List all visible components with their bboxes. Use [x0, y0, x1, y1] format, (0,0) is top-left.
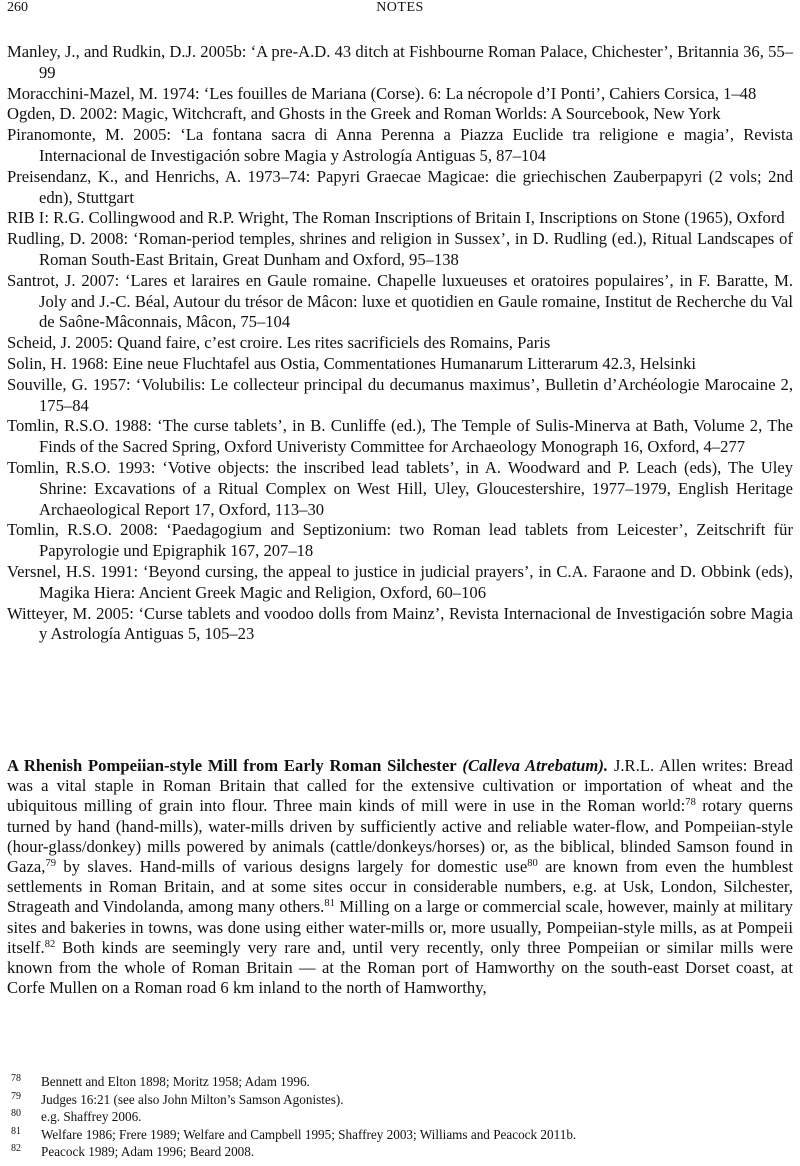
footnote [7, 1126, 793, 1144]
reference-entry: Tomlin, R.S.O. 2008: ‘Paedagogium and Septizonium: two Roman lead tablets from Leicester’, Zeitschrift für Papyrologie und Epigraphik 167, 207–18 [7, 520, 793, 561]
body-text: Milling on a large or commercial scale, however, mainly at military sites and bakeries in towns, was done using either water-mills or, more usually, Pompeiian-style mills, as at Pompeii itself. [7, 897, 793, 957]
footnote-text: Judges 16:21 (see also John Milton’s Samson Agonistes). [41, 1091, 344, 1107]
reference-entry: Tomlin, R.S.O. 1988: ‘The curse tablets’, in B. Cunliffe (ed.), The Temple of Sulis-Minerva at Bath, Volume 2, The Finds of the Sacred Spring, Oxford Univeristy Committee for Archaeology Monograph 16, Oxford, 4–277 [7, 416, 793, 457]
reference-entry: Versnel, H.S. 1991: ‘Beyond cursing, the appeal to justice in judicial prayers’, in C.A. Faraone and D. Obbink (eds), Magika Hiera: Ancient Greek Magic and Religion, Oxford, 60–106 [7, 561, 793, 602]
reference-list [7, 42, 793, 645]
footnote-text: Peacock 1989; Adam 1996; Beard 2008. [41, 1144, 255, 1159]
reference-entry: Witteyer, M. 2005: ‘Curse tablets and voodoo dolls from Mainz’, Revista Internacional de Investigación sobre Magia y Astrología Antiguas 5, 105–23 [7, 603, 793, 644]
article-author: J.R.L. Allen writes: [613, 756, 748, 775]
footnote-ref-79[interactable]: 79 [45, 858, 57, 870]
footnote-ref-80[interactable]: 80 [527, 858, 538, 870]
footnote [7, 1108, 793, 1126]
body-text: are known from even the humblest settlements in Roman Britain, and at some sites occur in considerable numbers, e.g. at Usk, London, Silchester, Strageath and Vindolanda, among many others. [7, 857, 794, 917]
body-text: Bread was a vital staple in Roman Britain that called for the extensive cultivation or importation of wheat and the ubiquitous milling of grain into flour. Three main kinds of mill were in use in the Roman world: [7, 756, 793, 816]
footnote-number: 78 [11, 1073, 21, 1084]
reference-entry: Piranomonte, M. 2005: ‘La fontana sacra di Anna Perenna a Piazza Euclide tra religione e magia’, Revista Internacional de Investigación sobre Magia y Astrología Antiguas 5, 87–104 [7, 125, 793, 165]
reference-entry: Ogden, D. 2002: Magic, Witchcraft, and Ghosts in the Greek and Roman Worlds: A Sourcebook, New York [7, 104, 721, 124]
footnote-number: 80 [11, 1108, 21, 1119]
footnote-ref-82[interactable]: 82 [44, 938, 56, 950]
reference-entry: Tomlin, R.S.O. 1993: ‘Votive objects: the inscribed lead tablets’, in A. Woodward and P. Leach (eds), The Uley Shrine: Excavations of a Ritual Complex on West Hill, Uley, Gloucestershire, 1977–1979, English Heritage Archaeological Report 17, Oxford, 113–30 [7, 457, 793, 519]
body-text: Both kinds are seemingly very rare and, until very recently, only three Pompeiian or similar mills were known from the whole of Roman Britain — at the Roman port of Hamworthy on the south-east Dorset coast, at Corfe Mullen on a Roman road 6 km inland to the north of Hamworthy, [7, 937, 793, 998]
footnote-text: Welfare 1986; Frere 1989; Welfare and Campbell 1995; Shaffrey 2003; Williams and Peacock 2011b. [41, 1126, 577, 1142]
reference-entry: Solin, H. 1968: Eine neue Fluchtafel aus Ostia, Commentationes Humanarum Litterarum 42.3, Helsinki [7, 353, 696, 373]
footnote [7, 1073, 793, 1091]
footnote-text: Bennett and Elton 1898; Moritz 1958; Adam 1996. [41, 1074, 310, 1089]
footnote-number: 79 [11, 1090, 21, 1102]
reference-entry: Manley, J., and Rudkin, D.J. 2005b: ‘A pre-A.D. 43 ditch at Fishbourne Roman Palace, Chichester’, Britannia 36, 55–99 [7, 42, 793, 82]
reference-entry: Moracchini-Mazel, M. 1974: ‘Les fouilles de Mariana (Corse). 6: La nécropole d’I Ponti’, Cahiers Corsica, 1–48 [7, 83, 757, 103]
reference-entry: RIB I: R.G. Collingwood and R.P. Wright, The Roman Inscriptions of Britain I, Inscriptions on Stone (1965), Oxford [7, 208, 785, 228]
footnote-text: e.g. Shaffrey 2006. [41, 1109, 142, 1124]
footnote-ref-78[interactable]: 78 [685, 797, 696, 809]
footnote-number: 81 [11, 1125, 21, 1137]
article-paragraph [7, 756, 793, 998]
footnote-ref-81[interactable]: 81 [324, 898, 335, 910]
footnotes [7, 1073, 793, 1161]
body-text: by slaves. Hand-mills of various designs largely for domestic use [56, 857, 528, 877]
footnote-number: 82 [11, 1143, 21, 1154]
footnote [7, 1091, 793, 1109]
running-head [0, 0, 800, 22]
running-title: NOTES [376, 0, 424, 15]
reference-entry: Santrot, J. 2007: ‘Lares et laraires en Gaule romaine. Chapelle luxueuses et oratoires populaires’, in F. Baratte, M. Joly and J.-C. Béal, Autour du trésor de Mâcon: luxe et quotidien en Gaule romaine, Institut de Recherche du Val de Saône-Mâconnais, Mâcon, 75–104 [7, 270, 793, 332]
reference-entry: Preisendanz, K., and Henrichs, A. 1973–74: Papyri Graecae Magicae: die griechischen Zauberpapyri (2 vols; 2nd edn), Stuttgart [7, 166, 793, 207]
reference-entry: Scheid, J. 2005: Quand faire, c’est croire. Les rites sacrificiels des Romains, Paris [7, 333, 551, 353]
page-number: 260 [7, 0, 28, 15]
article-heading-site: (Calleva Atrebatum). [462, 756, 609, 775]
reference-entry: Rudling, D. 2008: ‘Roman-period temples, shrines and religion in Sussex’, in D. Rudling (ed.), Ritual Landscapes of Roman South-East Britain, Great Dunham and Oxford, 95–138 [7, 229, 793, 269]
reference-entry: Souville, G. 1957: ‘Volubilis: Le collecteur principal du decumanus maximus’, Bulletin d’Archéologie Marocaine 2, 175–84 [7, 374, 793, 415]
article-heading: A Rhenish Pompeiian-style Mill from Early Roman Silchester [7, 756, 457, 775]
body-text: rotary querns turned by hand (hand-mills), water-mills driven by sufficiently active and reliable water-flow, and Pompeiian-style (hour-glass/donkey) mills powered by animals (cattle/donkeys/horses) or, as the biblical, blinded Samson found in Gaza, [7, 796, 793, 877]
footnote [7, 1143, 793, 1161]
